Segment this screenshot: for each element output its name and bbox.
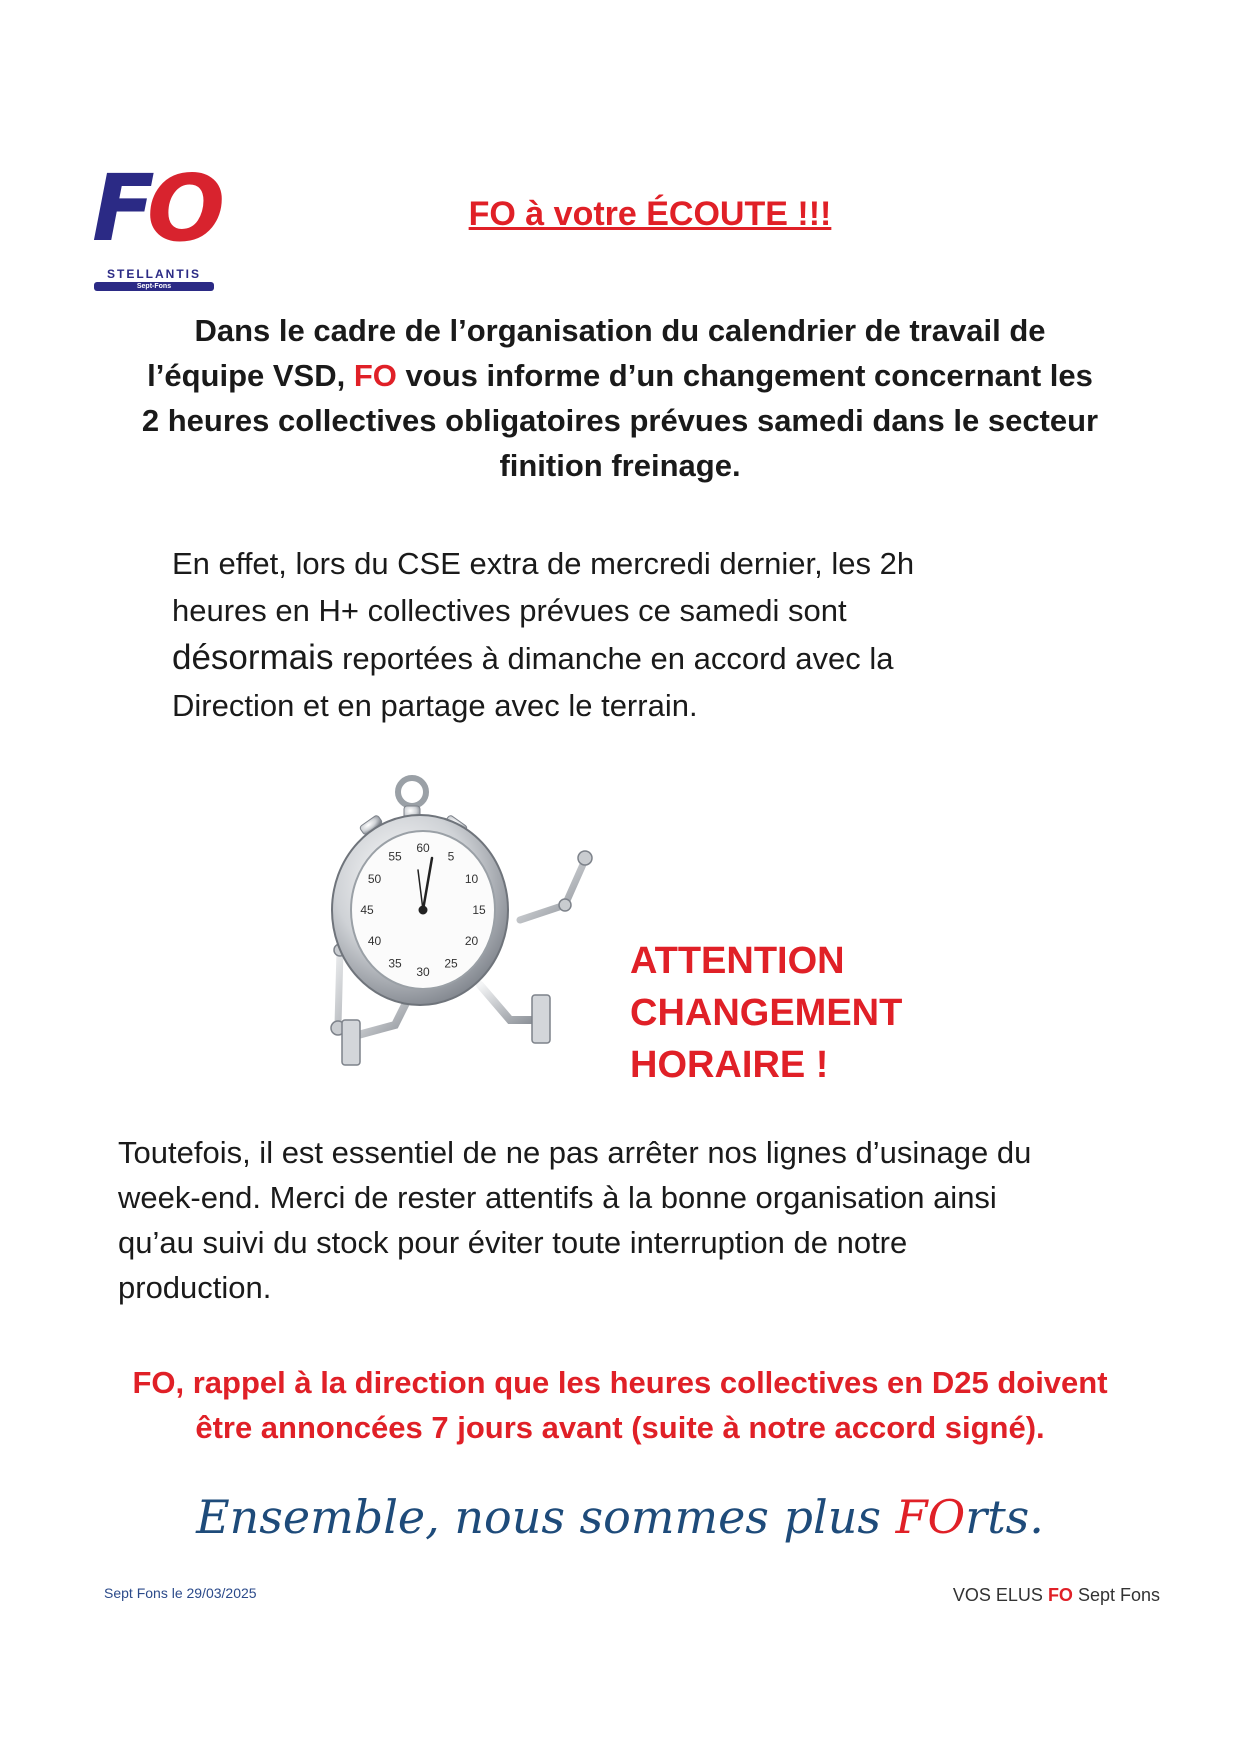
logo-letter-o: O <box>146 155 218 262</box>
logo-letter-f: F <box>92 155 147 262</box>
attention-line: ATTENTION <box>630 940 845 982</box>
footer-date: Sept Fons le 29/03/2025 <box>104 1585 257 1601</box>
page-title: FO à votre ÉCOUTE !!! <box>468 195 832 233</box>
fo-logo <box>92 155 216 290</box>
usinage-line: qu’au suivi du stock pour éviter toute interruption de notre <box>118 1225 908 1260</box>
cse-line: Direction et en partage avec le terrain. <box>172 688 698 723</box>
dial-number: 25 <box>444 956 458 971</box>
slogan-fo-highlight: FO <box>895 1490 966 1544</box>
intro-fo-highlight: FO <box>353 358 397 393</box>
dial-number: 30 <box>416 965 430 979</box>
footer-location: Sept Fons <box>1077 1585 1160 1605</box>
usinage-line: Toutefois, il est essentiel de ne pas arrêter nos lignes d’usinage du <box>118 1135 1032 1170</box>
usinage-line: week-end. Merci de rester attentifs à la bonne organisation ainsi <box>118 1180 997 1215</box>
cse-line: heures en H+ collectives prévues ce samedi sont <box>172 593 847 628</box>
intro-line-text: vous informe d’un changement concernant les <box>405 358 1093 393</box>
slogan-text: Ensemble, nous sommes plus <box>196 1490 881 1544</box>
dial-number: 50 <box>367 872 382 886</box>
dial-number: 15 <box>472 903 486 917</box>
attention-line: HORAIRE ! <box>630 1044 829 1086</box>
cse-line-text: reportées à dimanche en accord avec la <box>342 641 894 676</box>
footer-fo-highlight: FO <box>1047 1585 1073 1605</box>
attention-banner <box>630 935 902 1091</box>
intro-line <box>110 353 1130 398</box>
footer-signature <box>953 1585 1160 1606</box>
dial-number: 40 <box>367 934 382 948</box>
slogan-text-end: rts. <box>965 1490 1044 1544</box>
intro-paragraph <box>110 308 1130 488</box>
logo-site-text: Sept-Fons <box>94 282 214 291</box>
intro-line: finition freinage. <box>499 448 741 483</box>
intro-line: 2 heures collectives obligatoires prévues samedi dans le secteur <box>141 403 1099 438</box>
intro-line: Dans le cadre de l’organisation du calendrier de travail de <box>194 313 1046 348</box>
rappel-line: être annoncées 7 jours avant (suite à notre accord signé). <box>195 1410 1045 1445</box>
attention-line: CHANGEMENT <box>630 992 903 1034</box>
dial-number: 20 <box>464 934 479 948</box>
intro-line-text: l’équipe VSD, <box>147 358 346 393</box>
rappel-line: FO, rappel à la direction que les heures collectives en D25 doivent <box>132 1365 1108 1400</box>
rappel-paragraph <box>100 1360 1140 1450</box>
logo-brand-text: STELLANTIS <box>107 267 201 281</box>
dial-number: 60 <box>416 841 430 855</box>
logo-letters <box>92 155 216 263</box>
dial-number: 45 <box>360 903 374 917</box>
dial-number: 5 <box>447 849 455 864</box>
cse-line <box>172 634 1052 682</box>
cse-emphasis-word: désormais <box>172 638 334 677</box>
dial-number: 35 <box>388 956 402 971</box>
slogan <box>150 1490 1090 1544</box>
usinage-line: production. <box>118 1270 272 1305</box>
dial-number: 55 <box>388 849 402 864</box>
cse-line: En effet, lors du CSE extra de mercredi dernier, les 2h <box>172 546 915 581</box>
cse-paragraph <box>172 540 1052 729</box>
usinage-paragraph <box>118 1130 1148 1310</box>
footer-elus-text: VOS ELUS <box>952 1585 1043 1605</box>
dial-number: 10 <box>464 872 479 886</box>
